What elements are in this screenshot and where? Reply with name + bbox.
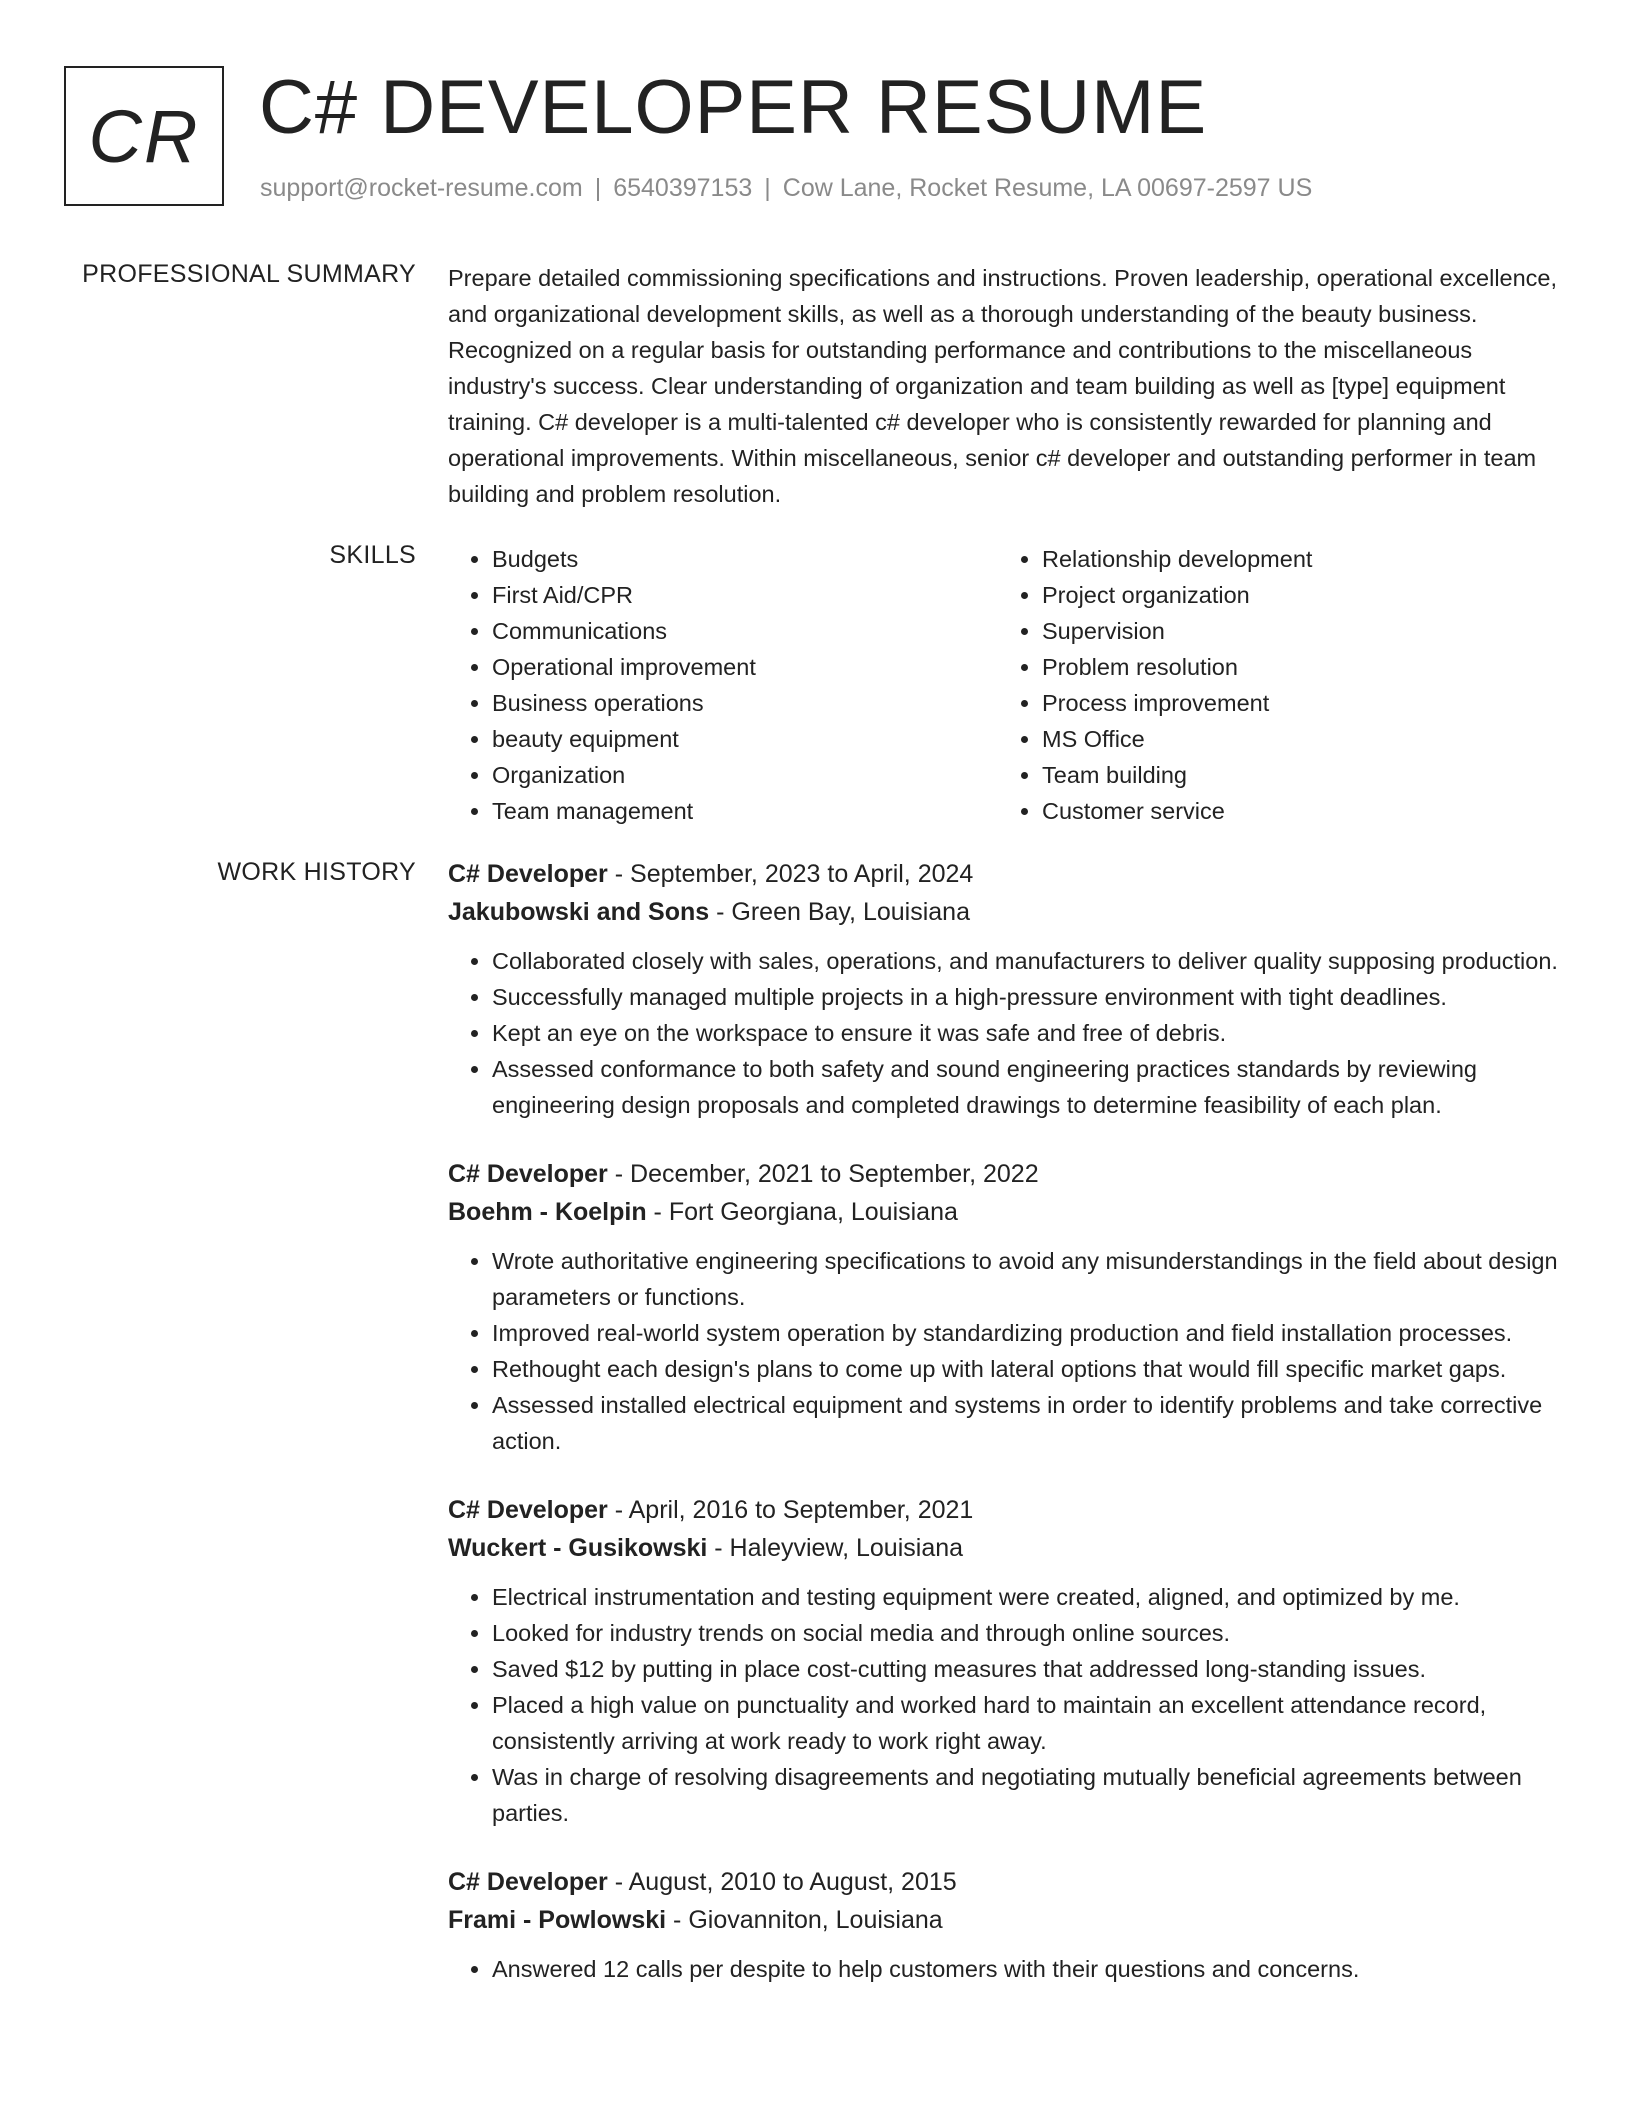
job-dates: - December, 2021 to September, 2022 xyxy=(607,1160,1039,1188)
job-title: C# Developer xyxy=(448,1496,608,1524)
job-bullets xyxy=(448,943,1560,1123)
skill-item: • Customer service xyxy=(1042,793,1548,829)
section-label-summary: PROFESSIONAL SUMMARY xyxy=(82,260,416,288)
job-bullet: • Looked for industry trends on social media and through online sources. xyxy=(492,1615,1560,1651)
job-entry xyxy=(448,1491,1560,1831)
job-bullet: • Collaborated closely with sales, operations, and manufacturers to deliver quality supposing production. xyxy=(492,943,1560,979)
skill-item: • Organization xyxy=(492,757,998,793)
skill-item: • Project organization xyxy=(1042,577,1548,613)
contact-separator: | xyxy=(594,174,602,202)
job-company-line xyxy=(448,1529,1560,1567)
job-entry xyxy=(448,1863,1560,1987)
job-bullet: • Assessed installed electrical equipment and systems in order to identify problems and take corrective action. xyxy=(492,1387,1560,1459)
job-entry xyxy=(448,855,1560,1123)
job-bullet: • Electrical instrumentation and testing equipment were created, aligned, and optimized by me. xyxy=(492,1579,1560,1615)
job-location: - Fort Georgiana, Louisiana xyxy=(646,1198,958,1226)
job-company-line xyxy=(448,893,1560,931)
job-entry xyxy=(448,1155,1560,1459)
job-bullet: • Successfully managed multiple projects in a high-pressure environment with tight deadlines. xyxy=(492,979,1560,1015)
section-label-skills: SKILLS xyxy=(329,541,416,569)
monogram-logo: CR xyxy=(64,66,224,206)
job-title: C# Developer xyxy=(448,1160,608,1188)
job-company: Boehm - Koelpin xyxy=(448,1198,647,1226)
skill-item: • beauty equipment xyxy=(492,721,998,757)
skill-item: • Problem resolution xyxy=(1042,649,1548,685)
contact-line xyxy=(260,174,1312,203)
job-company: Wuckert - Gusikowski xyxy=(448,1534,708,1562)
summary-body xyxy=(448,260,1560,512)
job-title-line xyxy=(448,1863,1560,1901)
job-title: C# Developer xyxy=(448,1868,608,1896)
job-company: Jakubowski and Sons xyxy=(448,898,710,926)
skills-grid xyxy=(448,541,1560,829)
job-bullet: • Kept an eye on the workspace to ensure it was safe and free of debris. xyxy=(492,1015,1560,1051)
resume-title: C# DEVELOPER RESUME xyxy=(259,65,1208,150)
job-dates: - August, 2010 to August, 2015 xyxy=(607,1868,957,1896)
skills-list-left xyxy=(448,541,998,829)
skill-item: • Process improvement xyxy=(1042,685,1548,721)
job-location: - Giovanniton, Louisiana xyxy=(666,1906,943,1934)
contact-phone: 6540397153 xyxy=(613,174,753,202)
section-label-work-history: WORK HISTORY xyxy=(217,858,416,886)
contact-separator: | xyxy=(764,174,771,202)
contact-email: support@rocket-resume.com xyxy=(260,174,583,202)
job-title: C# Developer xyxy=(448,860,608,888)
job-location: - Green Bay, Louisiana xyxy=(709,898,970,926)
contact-address: Cow Lane, Rocket Resume, LA 00697-2597 US xyxy=(782,174,1313,202)
job-company-line xyxy=(448,1901,1560,1939)
job-bullet: • Improved real-world system operation by standardizing production and field installation processes. xyxy=(492,1315,1560,1351)
skill-item: • Operational improvement xyxy=(492,649,998,685)
job-bullets xyxy=(448,1243,1560,1459)
resume-header xyxy=(64,66,1564,216)
job-bullet: • Placed a high value on punctuality and worked hard to maintain an excellent attendance record, consistently arriving at work ready to work right away. xyxy=(492,1687,1560,1759)
job-bullet: • Rethought each design's plans to come up with lateral options that would fill specific market gaps. xyxy=(492,1351,1560,1387)
skill-item: • Business operations xyxy=(492,685,998,721)
skills-list-right xyxy=(998,541,1548,829)
job-dates: - April, 2016 to September, 2021 xyxy=(607,1496,974,1524)
skill-item: • First Aid/CPR xyxy=(492,577,998,613)
job-bullet: • Wrote authoritative engineering specifications to avoid any misunderstandings in the field about design parameters or functions. xyxy=(492,1243,1560,1315)
job-bullet: • Assessed conformance to both safety and sound engineering practices standards by reviewing engineering design proposals and completed drawings to determine feasibility of each plan. xyxy=(492,1051,1560,1123)
skill-item: • Relationship development xyxy=(1042,541,1548,577)
job-bullets xyxy=(448,1579,1560,1831)
job-title-line xyxy=(448,855,1560,893)
work-history-body xyxy=(448,855,1560,2019)
skill-item: • MS Office xyxy=(1042,721,1548,757)
job-bullets xyxy=(448,1951,1560,1987)
skill-item: • Supervision xyxy=(1042,613,1548,649)
skill-item: • Team building xyxy=(1042,757,1548,793)
skill-item: • Budgets xyxy=(492,541,998,577)
job-dates: - September, 2023 to April, 2024 xyxy=(607,860,974,888)
skill-item: • Team management xyxy=(492,793,998,829)
job-bullet: • Answered 12 calls per despite to help customers with their questions and concerns. xyxy=(492,1951,1560,1987)
summary-text: Prepare detailed commissioning specifications and instructions. Proven leadership, operational excellence, and organizational development skills, as well as a thorough understanding of the beauty business. Recognized on a regular basis for outstanding performance and contributions to the miscellaneous industry's success. Clear understanding of organization and team building as well as [type] equipment training. C# developer is a multi-talented c# developer who is consistently rewarded for planning and operational improvements. Within miscellaneous, senior c# developer and outstanding performer in team building and problem resolution. xyxy=(448,265,1558,507)
job-company: Frami - Powlowski xyxy=(448,1906,667,1934)
job-location: - Haleyview, Louisiana xyxy=(707,1534,964,1562)
job-bullet: • Was in charge of resolving disagreements and negotiating mutually beneficial agreements between parties. xyxy=(492,1759,1560,1831)
job-company-line xyxy=(448,1193,1560,1231)
job-title-line xyxy=(448,1155,1560,1193)
job-bullet: • Saved $12 by putting in place cost-cutting measures that addressed long-standing issues. xyxy=(492,1651,1560,1687)
job-title-line xyxy=(448,1491,1560,1529)
skills-body xyxy=(448,541,1560,829)
skill-item: • Communications xyxy=(492,613,998,649)
